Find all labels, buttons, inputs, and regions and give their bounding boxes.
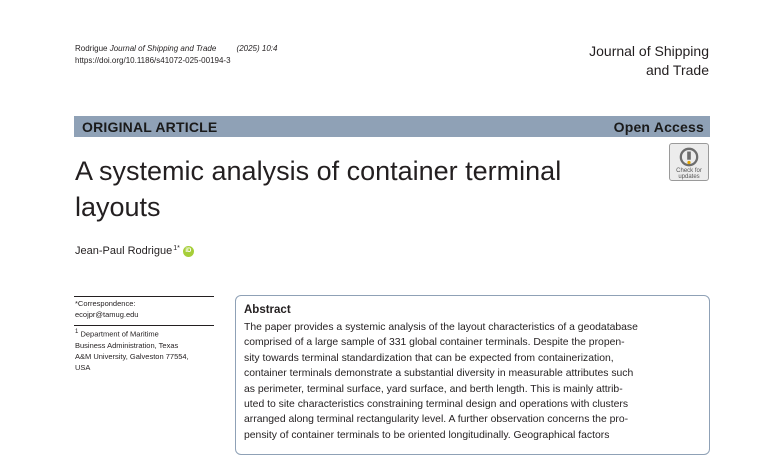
abstract-line: arranged along terminal rectangularity level. A further observation concerns the pro-: [244, 414, 629, 426]
affiliation-line2: Business Administration, Texas: [75, 340, 179, 350]
correspondence-email[interactable]: ecojpr@tamug.edu: [75, 310, 139, 319]
affiliation-line4: USA: [75, 362, 91, 372]
abstract-line: as perimeter, terminal surface, yard surface, and berth length. This is mainly attrib-: [244, 383, 623, 395]
check-updates-label: Check for updates: [676, 168, 702, 180]
citation-author: Rodrigue: [75, 44, 108, 53]
sidebar-divider-top: [74, 296, 214, 297]
abstract-line: pensity of container terminals to be oriented longitudinally. Geographical factors: [244, 429, 610, 441]
sidebar-divider-middle: [74, 325, 214, 326]
orcid-icon[interactable]: iD: [183, 246, 194, 257]
author-superscript: 1*: [173, 244, 180, 252]
check-for-updates-badge[interactable]: [669, 143, 709, 181]
article-type-banner: [74, 116, 710, 137]
citation-block: [75, 43, 277, 67]
correspondence-label: *Correspondence:: [75, 299, 136, 308]
author-name[interactable]: Jean-Paul Rodrigue: [75, 245, 173, 257]
open-access-label: Open Access: [613, 118, 704, 135]
affiliation-line3: A&M University, Galveston 77554,: [75, 351, 189, 361]
journal-name-line1: Journal of Shipping: [589, 43, 709, 59]
author-line: [75, 245, 194, 257]
article-title-line2: layouts: [75, 192, 161, 222]
correspondence-block: [75, 298, 138, 320]
abstract-box: [235, 295, 710, 455]
abstract-line: comprised of a large sample of 331 global container terminals. Despite the propen-: [244, 337, 625, 349]
affiliation-line1-text: Department of Maritime: [80, 329, 159, 339]
article-type-label: ORIGINAL ARTICLE: [82, 118, 218, 135]
abstract-line: The paper provides a systemic analysis of the layout characteristics of a geodatabase: [244, 322, 638, 333]
citation-line: [75, 43, 277, 55]
journal-name-line2: and Trade: [645, 62, 709, 78]
citation-journal: Journal of Shipping and Trade: [109, 44, 217, 53]
citation-volume: (2025) 10:4: [236, 44, 278, 53]
abstract-line: container terminals demonstrate a substantial diversity in measurable attributes such: [244, 368, 634, 380]
article-title: [75, 153, 655, 225]
journal-name: [589, 42, 709, 80]
affiliation-number: 1: [75, 329, 79, 335]
abstract-heading: Abstract: [244, 304, 291, 316]
affiliation-line1: [75, 327, 215, 340]
abstract-line: sity towards terminal standardization that can be expected from containerization,: [244, 352, 614, 364]
article-title-line1: A systemic analysis of container terminal: [75, 156, 562, 186]
affiliation-block: [75, 327, 215, 373]
abstract-line: uted to site characteristics constraining terminal design and operations with clusters: [244, 399, 629, 411]
check-updates-icon: [678, 147, 700, 167]
doi-link[interactable]: https://doi.org/10.1186/s41072-025-00194-3: [75, 56, 231, 65]
